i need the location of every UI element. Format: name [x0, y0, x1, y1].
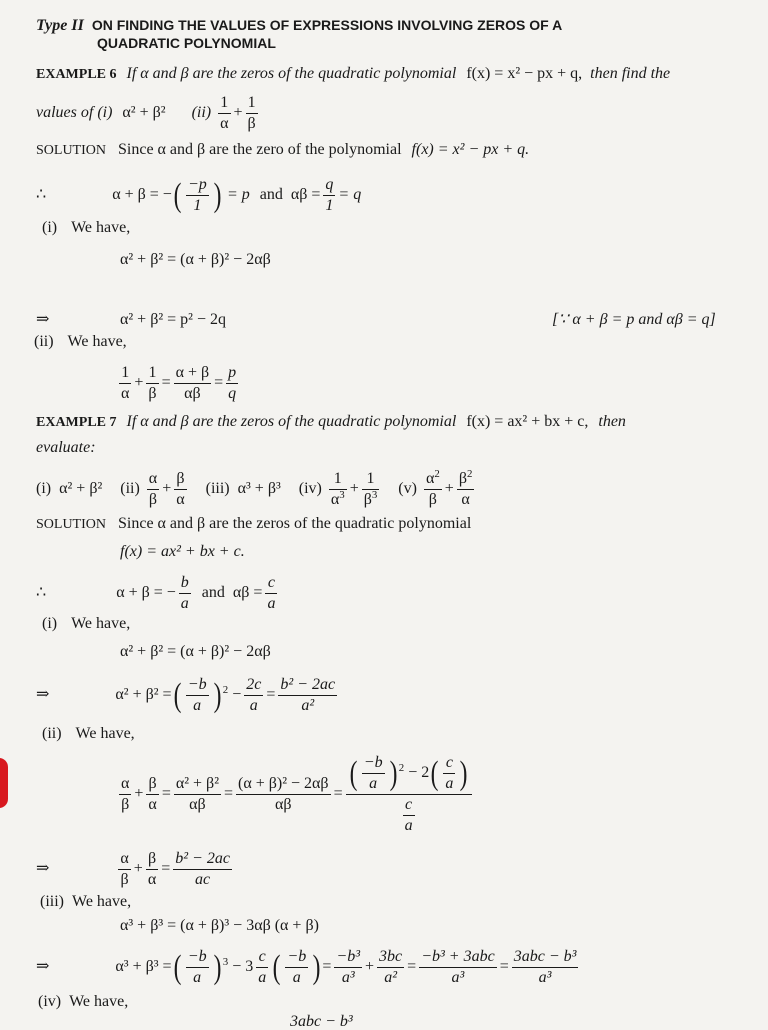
prod-lhs: αβ =: [290, 186, 321, 204]
fraction: $\frac{\alpha + \beta}{\alpha\beta}$: [175, 364, 210, 402]
ex6-because: [∵ α + β = p and αβ = q]: [552, 311, 716, 328]
ex7-iii-eq2: ⇒ α³ + β³ =( $\frac{-b}{a}$ ) $^3$ − 3 $\frac{c}{a}$ ( $\frac{-b}{a}$ ) = $\frac{\text{−b³}}{\text{a³}}$ + $\frac{3bc}{\text{a²}}$ = $\frac{\text{−b³ + 3abc}}{\text{a³}}$ = $\frac{\text{3abc − b³}}{\text{a³}}$: [36, 948, 577, 986]
ex7-ii-eq1: $\frac{\alpha}{\beta}$ + $\frac{\beta}{\alpha}$ = $\frac{\text{α² + β²}}{\alpha\beta}$ = $\frac{\text{(α + β)² − 2αβ}}{\alpha\beta}$ = ( $\frac{-b}{a}$ ) $^2$ − 2( $\frac{c}{a}$ ) $\frac{c}{a}$: [116, 754, 475, 835]
fraction: $\frac{c}{a}$: [258, 948, 267, 986]
fraction: $\frac{1}{\beta}$: [148, 364, 157, 402]
therefore-symbol: ∴: [36, 186, 47, 204]
ex6-i-we-have: (i) We have,: [42, 219, 131, 236]
solution-label: SOLUTION: [36, 517, 106, 532]
example7-sum-product: ∴ α + β = − $\frac{b}{a}$ and αβ = $\frac{c}{a}$: [36, 574, 276, 612]
solution-label: SOLUTION: [36, 143, 106, 158]
example6-label: EXAMPLE 6: [36, 67, 117, 82]
ex7-ii-eq2: ⇒ $\frac{\alpha}{\beta}$ + $\frac{\beta}{\alpha}$ = $\frac{\text{b² − 2ac}}{ac}$: [36, 850, 230, 888]
ex7-iv-cut-off: 3abc − b³: [290, 1013, 353, 1030]
fraction: $\frac{1}{\beta^3}$: [363, 470, 378, 508]
fraction: $\frac{1}{\alpha}$: [220, 94, 229, 132]
example7-evaluate: evaluate:: [36, 439, 96, 456]
solution-fx: f(x) = x² − px + q.: [411, 141, 530, 158]
fraction: $\frac{1}{\alpha}$: [121, 364, 130, 402]
example7-text: If α and β are the zeros of the quadratic polynomial: [126, 413, 457, 430]
ex7-iii-we-have: (iii) We have,: [40, 893, 132, 910]
example7-then: then: [598, 413, 626, 430]
fraction: $\frac{1}{\alpha^3}$: [330, 470, 345, 508]
fraction: $\frac{\text{−b³ + 3abc}}{\text{a³}}$: [421, 948, 495, 986]
fraction: $\frac{\text{α² + β²}}{\alpha\beta}$: [175, 774, 219, 813]
ex6-eq3: $\frac{1}{\alpha}$ + $\frac{1}{\beta}$ = $\frac{\alpha + \beta}{\alpha\beta}$ = $\frac{p}{q}$: [121, 364, 237, 402]
solution-text: Since α and β are the zero of the polynomial: [118, 141, 402, 158]
fraction: $\frac{c}{a}$: [267, 574, 276, 612]
part-ii-label: (ii): [191, 104, 212, 122]
example7-statement: [36, 414, 626, 430]
heading-line-1: ON FINDING THE VALUES OF EXPRESSIONS INVOLVING ZEROS OF A: [91, 17, 563, 33]
and-word: and: [259, 186, 283, 204]
fraction: $\frac{1}{\beta}$: [247, 94, 256, 132]
implies-symbol: ⇒: [36, 311, 50, 328]
fraction: $\frac{\beta}{\alpha}$: [147, 850, 157, 888]
fraction: $\frac{\alpha}{\beta}$: [121, 774, 130, 813]
heading-line-2: QUADRATIC POLYNOMIAL: [97, 35, 276, 51]
fraction: $\frac{-b}{a}$: [287, 948, 307, 986]
ex7-i-eq2: ⇒ α² + β² =( $\frac{-b}{a}$ ) $^2$ − $\frac{2c}{a}$ = $\frac{\text{b² − 2ac}}{\text{a²}}$: [36, 676, 336, 714]
example7-solution: [36, 516, 471, 532]
ex7-i-we-have: (i) We have,: [42, 615, 131, 632]
type-label: Type II: [36, 17, 84, 34]
fraction: $\frac{\beta}{\alpha}$: [148, 774, 157, 813]
fraction: $\frac{\alpha}{\beta}$: [148, 470, 158, 508]
fraction: $\frac{\beta}{\alpha}$: [176, 470, 185, 508]
fraction: $\frac{-b}{a}$: [187, 948, 207, 986]
example6-parts: values of (i) α² + β² (ii) $\frac{1}{\alpha}$ + $\frac{1}{\beta}$: [36, 94, 256, 132]
fraction: $\frac{\text{−b³}}{\text{a³}}$: [336, 948, 361, 986]
example6-fx: f(x) = x² − px + q,: [466, 65, 583, 82]
fraction: $\frac{\text{b² − 2ac}}{\text{a²}}$: [280, 676, 336, 714]
sum-lhs: α + β = −: [112, 186, 172, 204]
example6-text-b: then find the: [590, 65, 671, 82]
prod-rhs: = q: [338, 186, 362, 204]
ex7-i-eq1: α² + β² = (α + β)² − 2αβ: [120, 643, 271, 660]
fraction: $\frac{\beta^2}{\alpha}$: [458, 468, 473, 508]
example6-text: If α and β are the zeros of the quadratic polynomial: [126, 65, 457, 82]
section-heading: [36, 18, 562, 34]
example7-solution-fx: f(x) = ax² + bx + c.: [120, 543, 245, 560]
part-i-expr: α² + β²: [122, 104, 166, 122]
ex6-ii-we-have: (ii) We have,: [34, 333, 127, 350]
example7-fx: f(x) = ax² + bx + c,: [466, 413, 589, 430]
example6-solution: [36, 142, 529, 158]
example6-statement: [36, 66, 670, 82]
sum-rhs: = p: [226, 186, 250, 204]
solution-text: Since α and β are the zeros of the quadratic polynomial: [118, 515, 472, 532]
ex7-iv-we-have: (iv) We have,: [38, 993, 129, 1010]
fraction: $\frac{-b}{a}$: [187, 676, 207, 714]
example7-parts: (i) α² + β² (ii) $\frac{\alpha}{\beta}$ + $\frac{\beta}{\alpha}$ (iii) α³ + β³ (iv) $\frac{1}{\alpha^3}$ + $\frac{1}{\beta^3}$ (v) $\frac{\alpha^2}{\beta}$ + $\frac{\beta^2}{\alpha}$: [36, 468, 473, 508]
fraction: $\frac{\text{(α + β)² − 2αβ}}{\alpha\beta}$: [238, 774, 329, 813]
fraction: $\frac{\alpha^2}{\beta}$: [425, 468, 440, 508]
values-of-label: values of (i): [36, 104, 113, 122]
fraction: $\frac{p}{q}$: [228, 364, 237, 402]
fraction: $\frac{q}{1}$: [325, 176, 334, 214]
example6-sum-product: ∴ α + β = −( $\frac{-p}{1}$ ) = p and αβ = $\frac{q}{1}$ = q: [36, 176, 362, 214]
fraction: $\frac{b}{a}$: [180, 574, 189, 612]
ex6-eq2: α² + β² = p² − 2q: [120, 311, 226, 328]
ex7-iii-eq1: α³ + β³ = (α + β)³ − 3αβ (α + β): [120, 917, 319, 934]
ex7-ii-we-have: (ii) We have,: [42, 725, 135, 742]
fraction: $\frac{\text{b² − 2ac}}{ac}$: [175, 850, 230, 888]
fraction: $\frac{2c}{a}$: [246, 676, 262, 714]
fraction: $\frac{3bc}{\text{a²}}$: [379, 948, 403, 986]
fraction: ( $\frac{-b}{a}$ ) $^2$ − 2( $\frac{c}{a}$ ) $\frac{c}{a}$: [346, 754, 472, 835]
example7-label: EXAMPLE 7: [36, 415, 117, 430]
red-page-marker: [0, 758, 8, 808]
fraction: $\frac{\alpha}{\beta}$: [120, 850, 129, 888]
ex6-eq1: α² + β² = (α + β)² − 2αβ: [120, 251, 271, 268]
fraction: $\frac{-p}{1}$: [187, 176, 207, 214]
fraction: $\frac{\text{3abc − b³}}{\text{a³}}$: [513, 948, 577, 986]
